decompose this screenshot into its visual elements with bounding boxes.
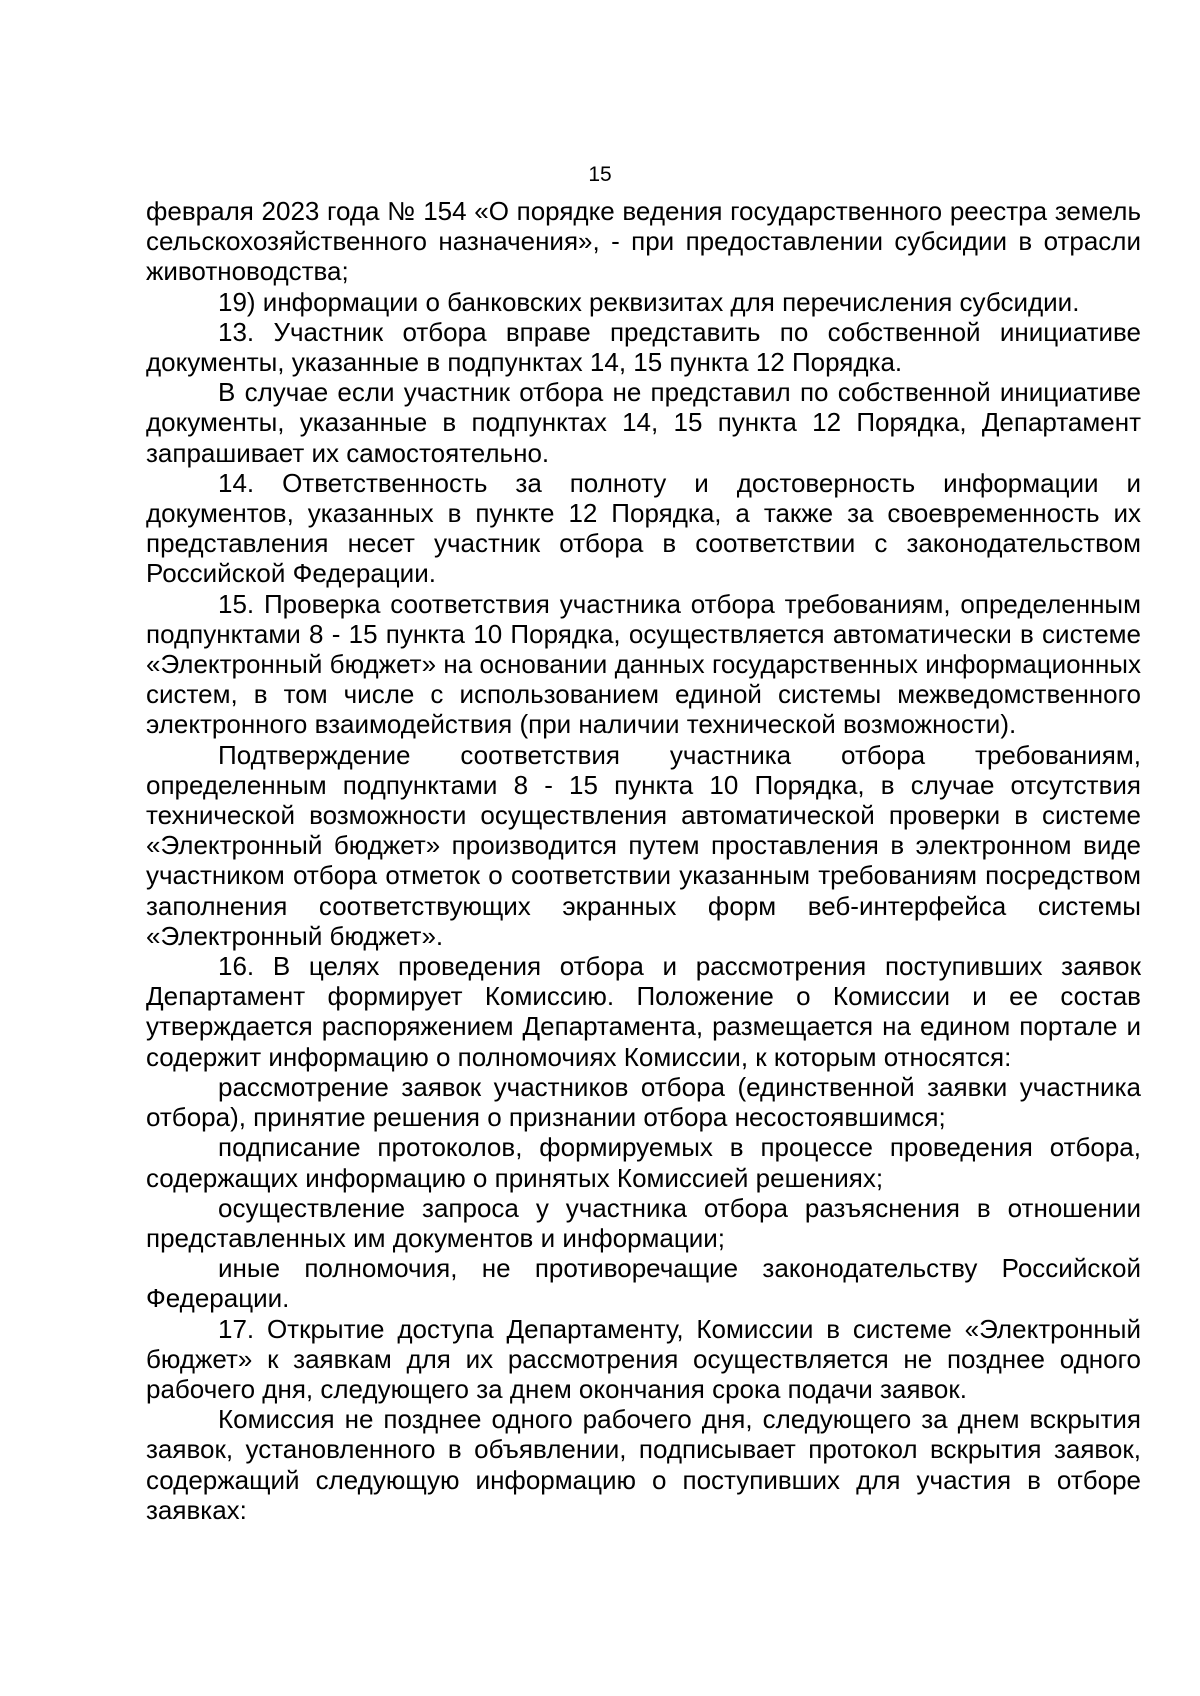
paragraph-clause-13: 13. Участник отбора вправе представить по собственной инициативе документы, указанные в подпунктах 14, 15 пункта 12 Порядка.	[146, 316, 1141, 378]
paragraph-power-2: подписание протоколов, формируемых в процессе проведения отбора, содержащих информацию о принятых Комиссией решениях;	[146, 1132, 1141, 1193]
paragraph-power-4: иные полномочия, не противоречащие законодательству Российской Федерации.	[146, 1253, 1141, 1314]
paragraph-continuation: февраля 2023 года № 154 «О порядке ведения государственного реестра земель сельскохозяйственного назначения», - при предоставлении субсидии в отрасли животноводства;	[146, 196, 1141, 287]
paragraph-clause-13-cont: В случае если участник отбора не представил по собственной инициативе документы, указанные в подпунктах 14, 15 пункта 12 Порядка, Департамент запрашивает их самостоятельно.	[146, 377, 1141, 468]
paragraph-clause-17-cont: Комиссия не позднее одного рабочего дня, следующего за днем вскрытия заявок, установленного в объявлении, подписывает протокол вскрытия заявок, содержащий следующую информацию о поступивших для участия в отборе заявках:	[146, 1404, 1141, 1525]
paragraph-clause-14: 14. Ответственность за полноту и достоверность информации и документов, указанных в пункте 12 Порядка, а также за своевременность их представления несет участник отбора в соответствии с законодательством Российской Федерации.	[146, 467, 1141, 589]
paragraph-clause-17: 17. Открытие доступа Департаменту, Комиссии в системе «Электронный бюджет» к заявкам для их рассмотрения осуществляется не позднее одного рабочего дня, следующего за днем окончания срока подачи заявок.	[146, 1313, 1141, 1404]
paragraph-item-19: 19) информации о банковских реквизитах для перечисления субсидии.	[218, 286, 1080, 317]
paragraph-power-1: рассмотрение заявок участников отбора (единственной заявки участника отбора), принятие решения о признании отбора несостоявшимся;	[146, 1071, 1141, 1133]
paragraph-clause-15-cont: Подтверждение соответствия участника отбора требованиям, определенным подпунктами 8 - 15 пункта 10 Порядка, в случае отсутствия технической возможности осуществления автоматической проверки в системе «Электронный бюджет» производится путем проставления в электронном виде участником отбора отметок о соответствии указанным требованиям посредством заполнения соответствующих экранных форм веб-интерфейса системы «Электронный бюджет».	[146, 739, 1141, 951]
paragraph-clause-16: 16. В целях проведения отбора и рассмотрения поступивших заявок Департамент формирует Комиссию. Положение о Комиссии и ее состав утверждается распоряжением Департамента, размещается на едином портале и содержит информацию о полномочиях Комиссии, к которым относятся:	[146, 951, 1141, 1072]
page-number: 15	[588, 163, 612, 186]
document-body	[146, 196, 1141, 1525]
paragraph-power-3: осуществление запроса у участника отбора разъяснения в отношении представленных им документов и информации;	[146, 1192, 1141, 1253]
paragraph-clause-15: 15. Проверка соответствия участника отбора требованиям, определенным подпунктами 8 - 15 пункта 10 Порядка, осуществляется автоматически в системе «Электронный бюджет» на основании данных государственных информационных систем, в том числе с использованием единой системы межведомственного электронного взаимодействия (при наличии технической возможности).	[146, 588, 1141, 740]
